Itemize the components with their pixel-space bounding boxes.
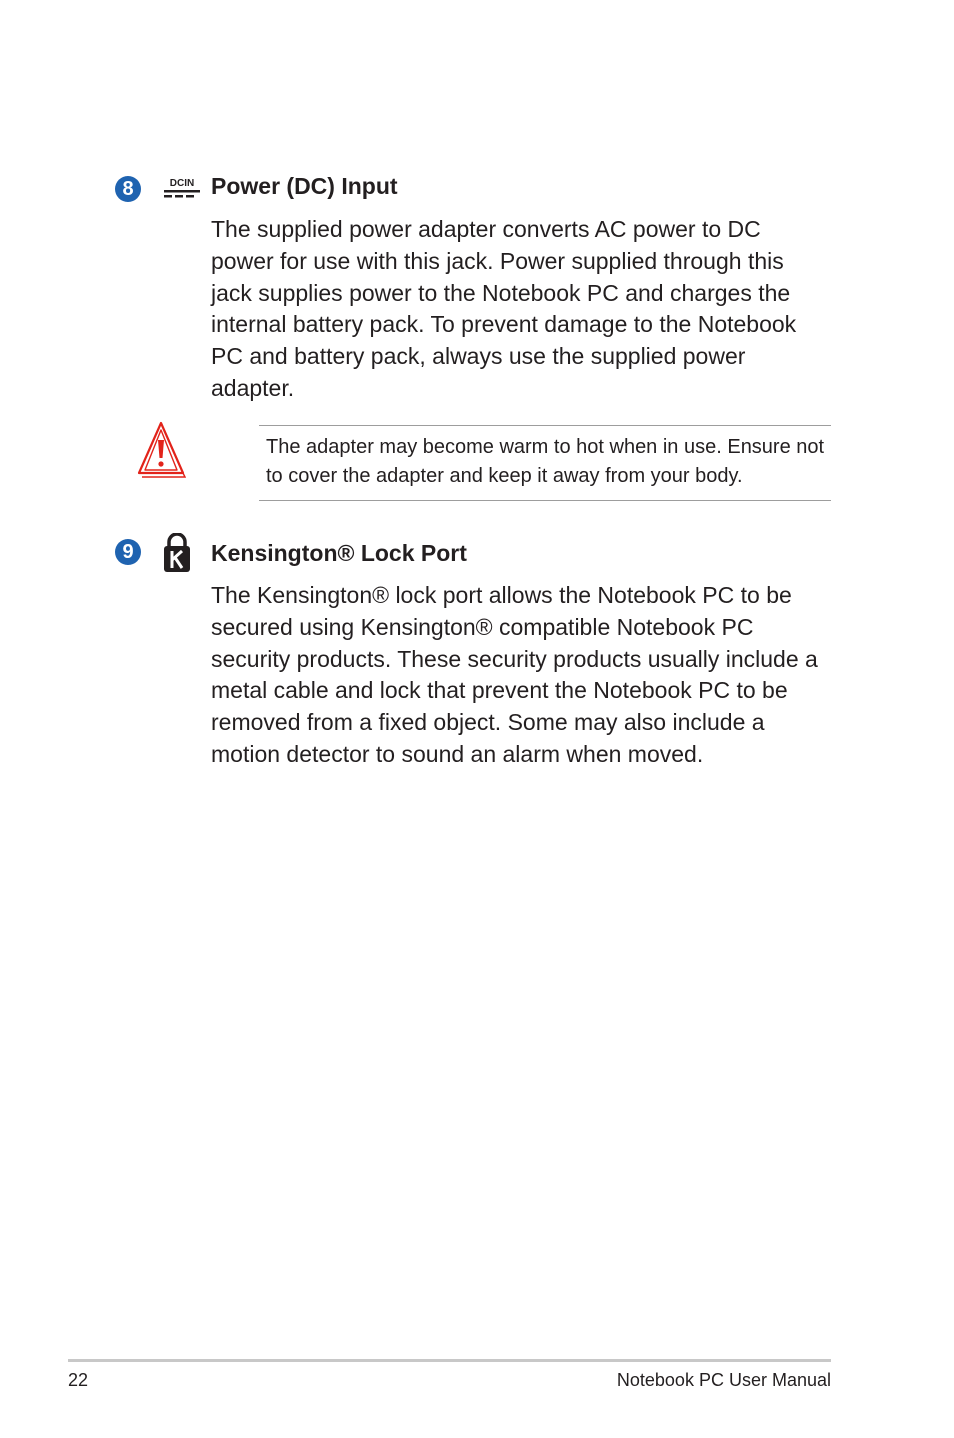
warning-text: The adapter may become warm to hot when in use. Ensure not to cover the adapter and keep it away from your body. (266, 436, 825, 487)
page-number: 22 (68, 1370, 89, 1390)
section-number-badge: 9 (115, 539, 141, 565)
section-number-badge: 8 (115, 176, 141, 202)
section-body: The supplied power adapter converts AC power to DC power for use with this jack. Power supplied through this jack supplies power to the Notebook PC and charges the internal battery pack. To prevent damage to the Notebook PC and battery pack, always use the supplied power adapter. (211, 216, 797, 401)
note-top-rule (259, 425, 831, 426)
footer-rule (68, 1359, 831, 1362)
note-bottom-rule (259, 500, 831, 501)
dc-in-icon-label: DCIN (169, 178, 195, 189)
warning-triangle-icon (136, 420, 186, 478)
section-body: The Kensington® lock port allows the Notebook PC to be secured using Kensington® compatible Notebook PC security products. These security products usually include a metal cable and lock that prevent the Notebook PC to be removed from a fixed object. Some may also include a motion detector to sound an alarm when moved. (211, 582, 818, 767)
section-title: Kensington® Lock Port (211, 540, 467, 566)
kensington-lock-icon (162, 533, 192, 573)
manual-title: Notebook PC User Manual (616, 1370, 831, 1390)
dc-in-icon (163, 177, 201, 199)
section-title: Power (DC) Input (211, 173, 398, 199)
